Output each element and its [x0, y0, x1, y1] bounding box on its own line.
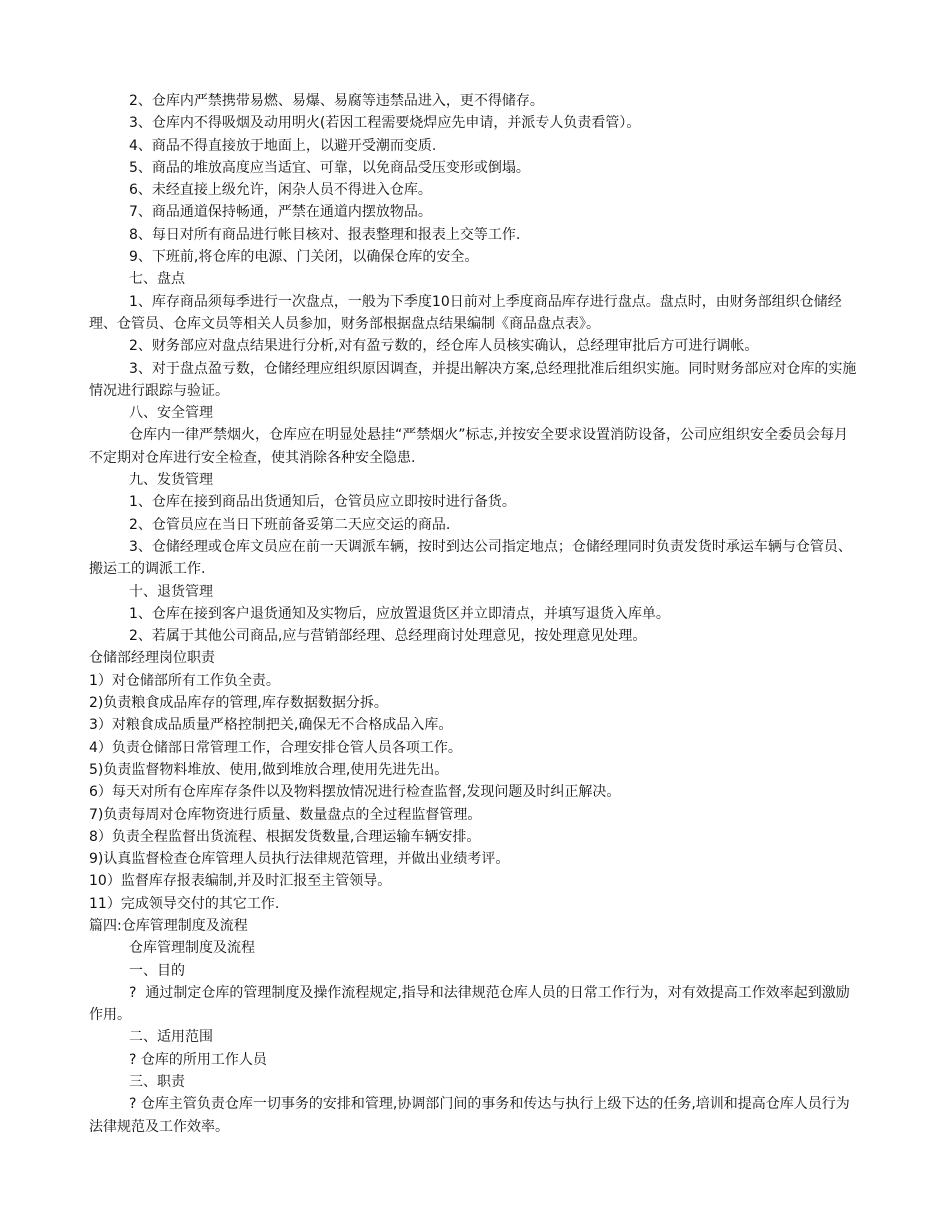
- paragraph: 6、未经直接上级允许，闲杂人员不得进入仓库。: [129, 182, 432, 199]
- list-item: 8）负责全程监督出货流程、根据发货数量,合理运输车辆安排。: [89, 828, 481, 845]
- paragraph: 2、若属于其他公司商品,应与营销部经理、总经理商讨处理意见，按处理意见处理。: [129, 628, 647, 645]
- section-heading: 二、适用范围: [129, 1029, 213, 1046]
- list-item: 4）负责仓储部日常管理工作，合理安排仓管人员各项工作。: [89, 739, 462, 756]
- paragraph: 1、仓库在接到商品出货通知后，仓管员应立即按时进行备货。: [129, 494, 516, 511]
- paragraph: 8、每日对所有商品进行帐目核对、报表整理和报表上交等工作.: [129, 226, 521, 243]
- paragraph: 1、仓库在接到客户退货通知及实物后，应放置退货区并立即清点，并填写退货入库单。: [129, 605, 670, 622]
- list-item: 3）对粮食成品质量严格控制把关,确保无不合格成品入库。: [89, 717, 453, 734]
- list-item: 9)认真监督检查仓库管理人员执行法律规范管理，并做出业绩考评。: [89, 851, 510, 868]
- paragraph: 1、库存商品须每季进行一次盘点，一般为下季度10日前对上季度商品库存进行盘点。盘点时，由财务部组织仓储经理、仓管员、仓库文员等相关人员参加，财务部根据盘点结果编制《商品盘点表》。: [89, 293, 842, 332]
- list-item: 7)负责每周对仓库物资进行质量、数量盘点的全过程监督管理。: [89, 806, 482, 823]
- paragraph: 2、财务部应对盘点结果进行分析,对有盈亏数的，经仓库人员核实确认，总经理审批后方可进行调帐。: [129, 338, 759, 355]
- paragraph: 2、仓库内严禁携带易燃、易爆、易腐等违禁品进入，更不得储存。: [129, 93, 544, 109]
- list-item: 11）完成领导交付的其它工作.: [89, 895, 280, 912]
- paragraph: 3、仓库内不得吸烟及动用明火(若因工程需要烧焊应先申请，并派专人负责看管）。: [129, 115, 641, 132]
- paragraph: 5、商品的堆放高度应当适宜、可靠，以免商品受压变形或倒塌。: [129, 159, 530, 176]
- paragraph: 2、仓管员应在当日下班前备妥第二天应交运的商品.: [129, 516, 451, 533]
- chapter-title: 篇四:仓库管理制度及流程: [89, 917, 248, 934]
- subheading: 仓储部经理岗位职责: [89, 650, 215, 667]
- paragraph: ? 仓库主管负责仓库一切事务的安排和管理,协调部门间的事务和传达与执行上级下达的任务,培训和提高仓库人员行为法律规范及工作效率。: [89, 1096, 850, 1135]
- paragraph: 4、商品不得直接放于地面上，以避开受潮而变质.: [129, 137, 437, 154]
- list-item: 6）每天对所有仓库库存条件以及物料摆放情况进行检查监督,发现问题及时纠正解决。: [89, 784, 621, 801]
- paragraph: 3、对于盘点盈亏数，仓储经理应组织原因调查，并提出解决方案,总经理批准后组织实施。同时财务部应对仓库的实施情况进行跟踪与验证。: [89, 360, 857, 399]
- section-heading: 七、盘点: [129, 271, 185, 288]
- section-heading: 一、目的: [129, 962, 185, 979]
- document-title: 仓库管理制度及流程: [129, 940, 255, 957]
- list-item: 2)负责粮食成品库存的管理,库存数据数据分拆。: [89, 695, 388, 712]
- paragraph: ? 通过制定仓库的管理制度及操作流程规定,指导和法律规范仓库人员的日常工作行为，对有效提高工作效率起到激励作用。: [89, 984, 850, 1024]
- list-item: 1）对仓储部所有工作负全责。: [89, 672, 280, 689]
- section-heading: 十、退货管理: [129, 583, 213, 600]
- section-heading: 三、职责: [129, 1074, 185, 1091]
- paragraph: 7、商品通道保持畅通，严禁在通道内摆放物品。: [129, 204, 432, 221]
- paragraph: 3、仓储经理或仓库文员应在前一天调派车辆，按时到达公司指定地点；仓储经理同时负责发货时承运车辆与仓管员、搬运工的调派工作.: [89, 538, 852, 578]
- paragraph: ? 仓库的所用工作人员: [129, 1051, 267, 1068]
- list-item: 5)负责监督物料堆放、使用,做到堆放合理,使用先进先出。: [89, 761, 449, 778]
- section-heading: 八、安全管理: [129, 405, 213, 422]
- list-item: 10）监督库存报表编制,并及时汇报至主管领导。: [89, 873, 392, 890]
- paragraph: 仓库内一律严禁烟火，仓库应在明显处悬挂“严禁烟火”标志,并按安全要求设置消防设备，公司应组织安全委员会每月不定期对仓库进行安全检查，使其消除各种安全隐患.: [89, 427, 848, 466]
- paragraph: 9、下班前,将仓库的电源、门关闭，以确保仓库的安全。: [129, 249, 479, 266]
- document-body: [89, 90, 861, 1138]
- section-heading: 九、发货管理: [129, 472, 213, 489]
